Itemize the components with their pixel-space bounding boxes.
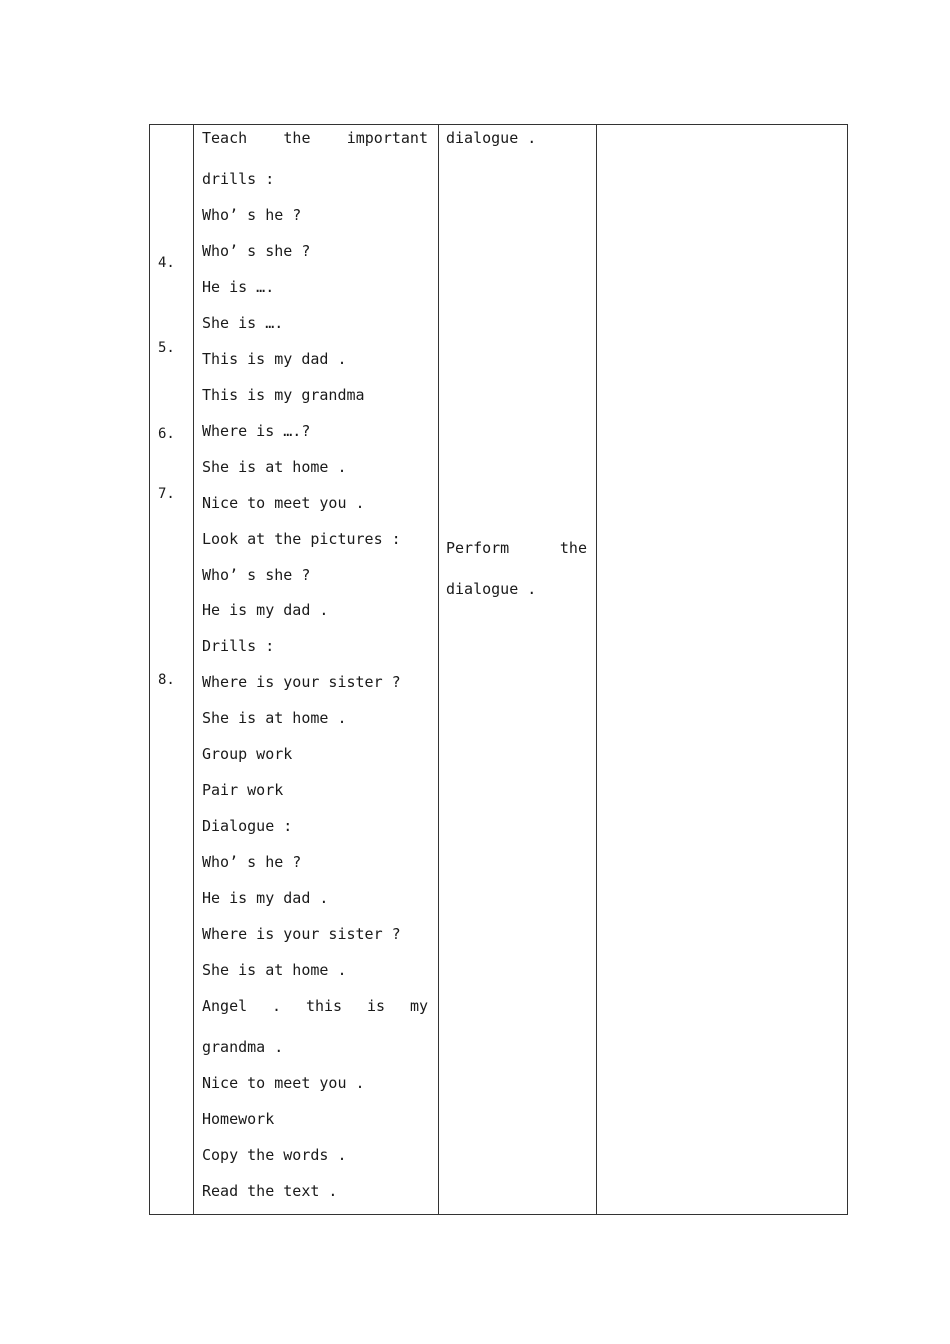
word: . <box>272 997 282 1015</box>
activity-line: dialogue . <box>446 129 537 147</box>
content-line: Group work <box>202 745 293 763</box>
word: my <box>409 997 428 1015</box>
word: the <box>283 129 311 147</box>
content-line: She is at home . <box>202 709 347 727</box>
content-line: Copy the words . <box>202 1146 347 1164</box>
perform-line <box>446 539 587 557</box>
word: Teach <box>202 129 248 147</box>
content-line: This is my dad . <box>202 350 347 368</box>
step-number: 5. <box>158 340 175 356</box>
content-line: Who’ s he ? <box>202 206 302 224</box>
content-line: He is my dad . <box>202 601 329 619</box>
word: Angel <box>202 997 248 1015</box>
content-line: Who’ s she ? <box>202 242 311 260</box>
content-line: She is at home . <box>202 458 347 476</box>
step-number: 8. <box>158 672 175 688</box>
word: important <box>346 129 428 147</box>
content-line: Dialogue : <box>202 817 293 835</box>
teach-line <box>202 129 428 147</box>
word: is <box>366 997 386 1015</box>
activity-line: dialogue . <box>446 580 537 598</box>
content-line: Where is your sister ? <box>202 673 401 691</box>
content-line: He is my dad . <box>202 889 329 907</box>
content-line: Nice to meet you . <box>202 494 365 512</box>
content-line: Who’ s she ? <box>202 566 311 584</box>
content-line: Pair work <box>202 781 284 799</box>
content-line: Nice to meet you . <box>202 1074 365 1092</box>
angel-line <box>202 997 428 1015</box>
content-line: Look at the pictures : <box>202 530 401 548</box>
step-number: 7. <box>158 486 175 502</box>
content-line: Where is ….? <box>202 422 311 440</box>
content-line: Drills : <box>202 637 275 655</box>
content-line: Where is your sister ? <box>202 925 401 943</box>
word: the <box>559 539 587 557</box>
content-line: This is my grandma <box>202 386 365 404</box>
content-line: grandma . <box>202 1038 284 1056</box>
content-line: drills : <box>202 170 275 188</box>
step-number: 4. <box>158 255 175 271</box>
content-line: She is …. <box>202 314 284 332</box>
column-divider <box>596 125 597 1214</box>
column-divider <box>438 125 439 1214</box>
content-line: She is at home . <box>202 961 347 979</box>
column-divider <box>193 125 194 1214</box>
word: Perform <box>446 539 510 557</box>
content-line: He is …. <box>202 278 275 296</box>
content-line: Homework <box>202 1110 275 1128</box>
word: this <box>305 997 343 1015</box>
content-line: Who’ s he ? <box>202 853 302 871</box>
step-number: 6. <box>158 426 175 442</box>
content-line: Read the text . <box>202 1182 338 1200</box>
